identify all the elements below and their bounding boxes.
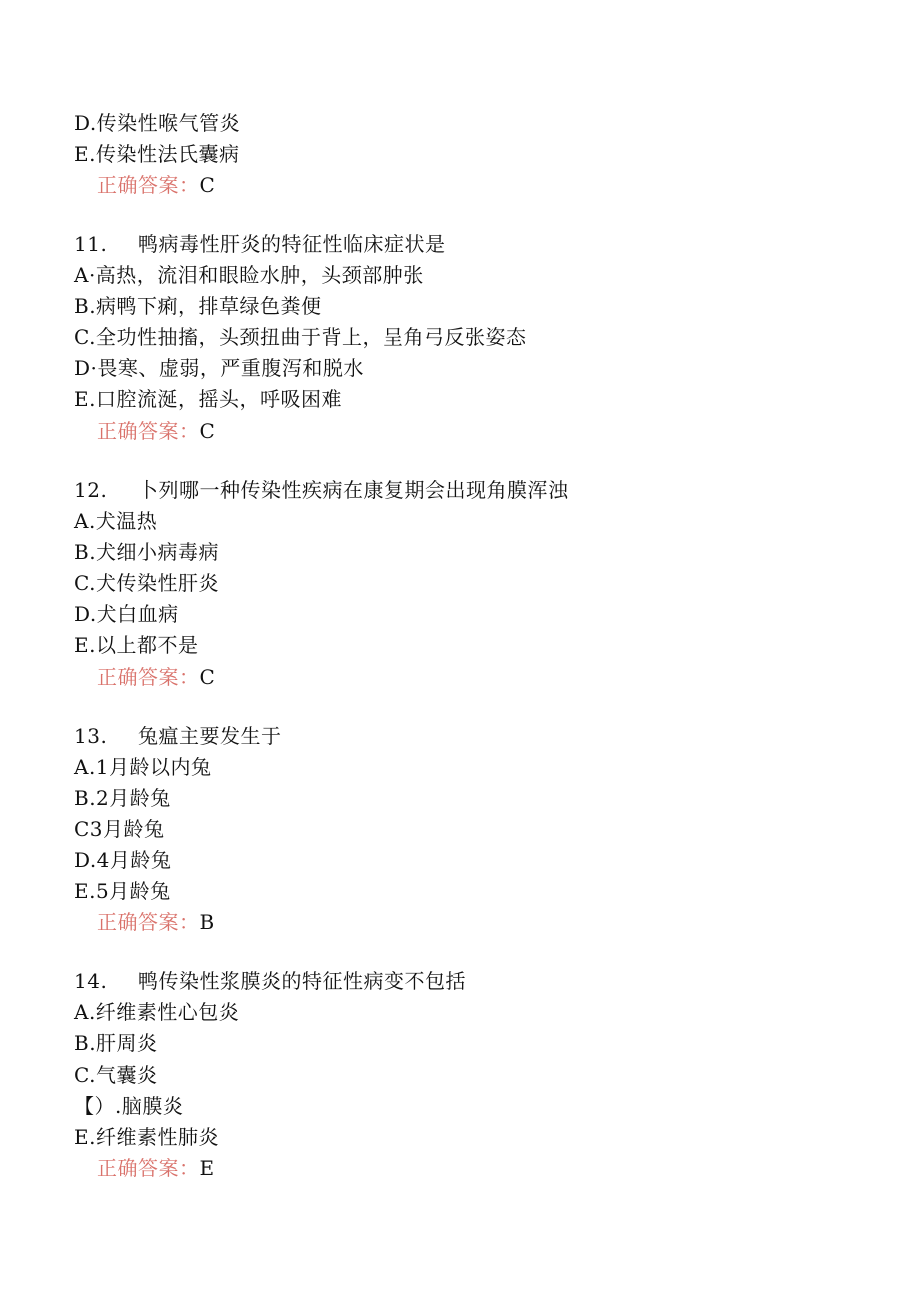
option-e: E.纤维素性肺炎 xyxy=(74,1125,219,1149)
question-11 xyxy=(74,232,446,256)
answer-value: C xyxy=(199,173,216,197)
answer-11 xyxy=(97,419,215,443)
question-13 xyxy=(74,724,282,748)
option-d: D·畏寒、虚弱，严重腹泻和脱水 xyxy=(74,356,364,380)
question-14 xyxy=(74,969,466,993)
option-a: A.1月龄以内兔 xyxy=(74,755,212,779)
answer-13 xyxy=(97,910,215,934)
option-c: C.全功性抽搐，头颈扭曲于背上，呈角弓反张姿态 xyxy=(74,325,527,349)
option-d-prev: D.传染性喉气管炎 xyxy=(74,111,241,135)
question-text: 兔瘟主要发生于 xyxy=(138,724,282,748)
question-text: 鸭传染性浆膜炎的特征性病变不包括 xyxy=(138,969,466,993)
option-d: D.4月龄兔 xyxy=(74,848,172,872)
option-c: C3月龄兔 xyxy=(74,817,165,841)
option-a: A·高热，流泪和眼睑水肿，头颈部肿张 xyxy=(74,263,424,287)
option-b: B.犬细小病毒病 xyxy=(74,540,220,564)
answer-14 xyxy=(97,1156,215,1180)
option-b: B.病鸭下痢，排草绿色粪便 xyxy=(74,294,322,318)
answer-value: E xyxy=(199,1156,215,1180)
question-number: 12. xyxy=(74,478,108,502)
question-number: 14. xyxy=(74,969,108,993)
option-e: E.5月龄兔 xyxy=(74,879,171,903)
answer-label: 正确答案： xyxy=(97,173,200,197)
question-text: 卜列哪一种传染性疾病在康复期会出现角膜浑浊 xyxy=(138,478,569,502)
option-c: C.犬传染性肝炎 xyxy=(74,571,219,595)
answer-prev xyxy=(97,173,215,197)
answer-value: C xyxy=(199,665,216,689)
option-b: B.肝周炎 xyxy=(74,1031,158,1055)
answer-value: B xyxy=(199,910,215,934)
answer-label: 正确答案： xyxy=(97,665,200,689)
option-e: E.以上都不是 xyxy=(74,633,199,657)
option-a: A.犬温热 xyxy=(74,509,158,533)
option-c: C.气囊炎 xyxy=(74,1063,158,1087)
question-12 xyxy=(74,478,569,502)
answer-value: C xyxy=(199,419,216,443)
option-e-prev: E.传染性法氏囊病 xyxy=(74,142,240,166)
answer-12 xyxy=(97,665,215,689)
answer-label: 正确答案： xyxy=(97,1156,200,1180)
option-d: 【）.脑膜炎 xyxy=(74,1094,184,1118)
option-a: A.纤维素性心包炎 xyxy=(74,1000,240,1024)
answer-label: 正确答案： xyxy=(97,910,200,934)
answer-label: 正确答案： xyxy=(97,419,200,443)
option-d: D.犬白血病 xyxy=(74,602,179,626)
question-number: 13. xyxy=(74,724,108,748)
question-text: 鸭病毒性肝炎的特征性临床症状是 xyxy=(138,232,446,256)
question-number: 11. xyxy=(74,232,108,256)
option-e: E.口腔流涎，摇头，呼吸困难 xyxy=(74,387,342,411)
option-b: B.2月龄兔 xyxy=(74,786,171,810)
